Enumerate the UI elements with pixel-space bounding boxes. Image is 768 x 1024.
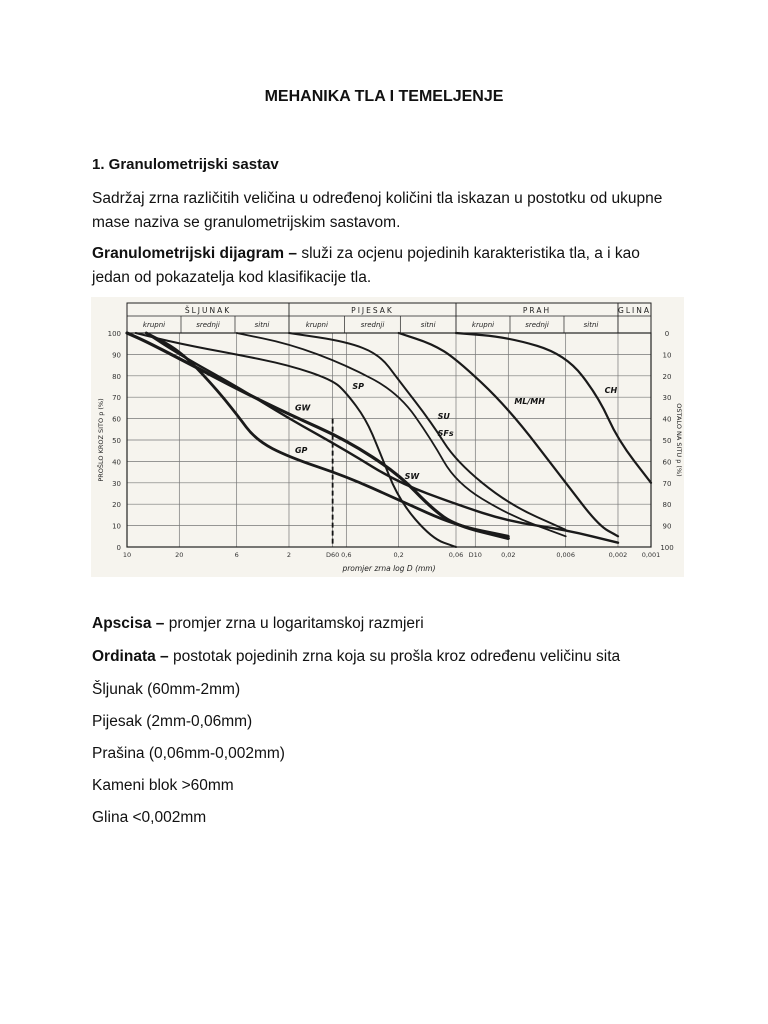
y-tick-left: 80 (112, 372, 121, 381)
band-subdivision: krupni (471, 321, 495, 329)
diagram-label: Granulometrijski dijagram – (92, 245, 298, 262)
x-tick-label: 2 (286, 551, 292, 559)
x-tick-label: 20 (175, 551, 184, 559)
fraction-item: Kameni blok >60mm (92, 777, 234, 794)
abscissa-label: Apscisa – (92, 615, 165, 632)
y-tick-left: 10 (112, 522, 121, 531)
series-label: SFs (437, 429, 454, 438)
ordinate-label: Ordinata – (92, 648, 169, 665)
x-tick-label: 0,2 (393, 551, 404, 559)
band-subdivision: sitni (583, 321, 599, 329)
x-tick-label: 0,6 (341, 551, 352, 559)
y-tick-right: 90 (662, 522, 672, 531)
band-subdivision: krupni (305, 321, 328, 329)
y-tick-left: 0 (116, 544, 121, 552)
y-tick-left: 30 (112, 479, 121, 488)
y-tick-right: 70 (662, 479, 672, 488)
x-axis-label: promjer zrna log D (mm) (342, 564, 436, 573)
ordinate-text: postotak pojedinih zrna koja su prošla kroz određenu veličinu sita (168, 648, 621, 665)
x-tick-label: 0,006 (556, 551, 575, 559)
x-tick-label: D60 (325, 551, 340, 559)
band-name: PIJESAK (351, 306, 394, 315)
y-tick-left: 100 (107, 330, 121, 338)
x-tick-label: D10 (468, 551, 482, 559)
y-axis-label-right: OSTALO NA SITU p (%) (675, 403, 683, 477)
series-label: SU (437, 411, 450, 421)
series-label: SW (404, 471, 420, 481)
ordinate-line (92, 648, 620, 666)
y-tick-left: 70 (112, 394, 121, 403)
y-tick-right: 10 (662, 351, 672, 360)
series-label: SP (352, 381, 364, 391)
series-label: GW (294, 403, 311, 413)
x-tick-label: 0,06 (448, 551, 464, 559)
series-label: CH (604, 386, 618, 396)
y-tick-right: 30 (662, 394, 672, 403)
fraction-item: Šljunak (60mm-2mm) (92, 681, 241, 698)
y-tick-right: 0 (664, 330, 670, 338)
band-subdivision: krupni (142, 321, 166, 329)
section-heading: 1. Granulometrijski sastav (92, 156, 279, 173)
y-tick-right: 60 (662, 458, 672, 467)
fraction-item: Prašina (0,06mm-0,002mm) (92, 745, 285, 762)
y-tick-left: 20 (112, 501, 121, 510)
y-tick-right: 80 (662, 501, 672, 510)
y-tick-left: 40 (112, 458, 121, 467)
granulometric-chart (91, 297, 684, 577)
band-name: ŠLJUNAK (184, 306, 232, 315)
x-tick-label: 0,02 (501, 551, 516, 559)
y-tick-right: 50 (662, 437, 672, 445)
intro-paragraph: Sadržaj zrna različitih veličina u određenoj količini tla iskazan u postotku od ukupne mase naziva se granulometrijskim sastavom. (92, 190, 663, 231)
band-subdivision: sitni (254, 321, 270, 329)
document-title: MEHANIKA TLA I TEMELJENJE (264, 88, 504, 105)
series-label: ML/MH (514, 396, 545, 406)
abscissa-text: promjer zrna u logaritamskoj razmjeri (164, 615, 424, 632)
x-tick-label: 6 (234, 551, 239, 559)
band-name: PRAH (522, 306, 552, 315)
band-subdivision: srednji (360, 321, 385, 329)
y-axis-label-left: PROŠLO KROZ SITO p (%) (97, 398, 105, 482)
series-label: GP (294, 446, 308, 456)
chart-background (91, 297, 684, 577)
band-subdivision: srednji (525, 321, 549, 329)
y-tick-left: 90 (112, 351, 121, 360)
x-tick-label: 0,001 (641, 551, 661, 559)
y-tick-left: 50 (112, 437, 121, 445)
x-tick-label: 0,002 (608, 551, 628, 559)
y-tick-right: 20 (662, 372, 672, 381)
band-subdivision: srednji (196, 321, 220, 329)
fraction-item: Pijesak (2mm-0,06mm) (92, 713, 253, 730)
diagram-text: služi za ocjenu pojedinih karakteristika tla, a i kao jedan od pokazatelja kod klasifikacije tla. (92, 245, 640, 286)
band-name: GLINA (618, 306, 651, 315)
x-tick-label: 10 (122, 551, 132, 559)
y-tick-left: 60 (112, 415, 121, 424)
abscissa-line (92, 615, 424, 633)
band-subdivision: sitni (420, 321, 436, 329)
y-tick-right: 100 (660, 544, 674, 552)
fraction-item: Glina <0,002mm (92, 809, 207, 826)
diagram-paragraph (92, 242, 682, 290)
y-tick-right: 40 (662, 415, 672, 424)
